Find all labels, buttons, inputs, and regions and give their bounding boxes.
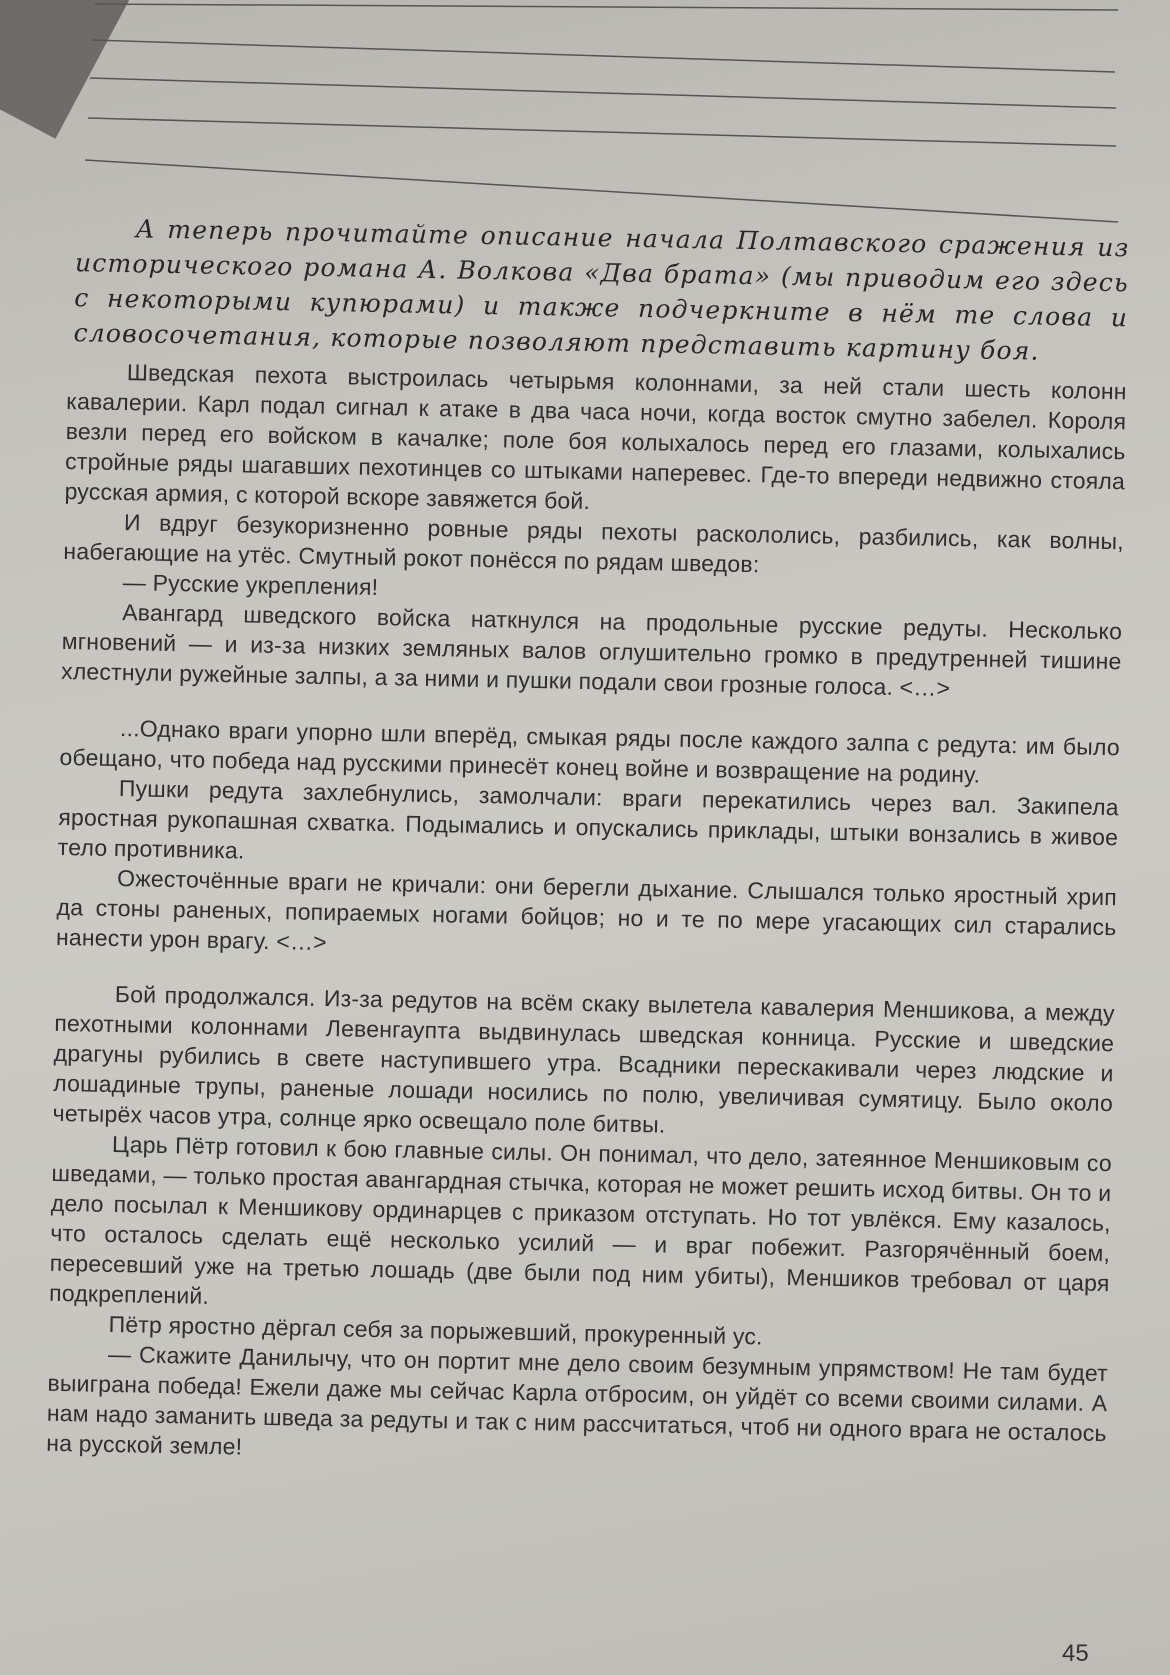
page-number: 45	[1062, 1640, 1089, 1667]
task-instruction: А теперь прочитайте описание начала Полтавского сражения из исторического романа А. Волкова «Два брата» (мы приводим его здесь с некоторыми купюрами) и также подчеркните в нём те слова и словосочетания, которые позволяют представить картину боя.	[73, 214, 1130, 366]
answer-lines	[0, 0, 1170, 240]
paragraph: Авангард шведского войска наткнулся на продольные русские редуты. Несколько мгновений — и из-за низких земляных валов оглушительно громко в предутренней тишине хлестнули ружейные залпы, а за ними и пушки подали свои грозные голоса. <…>	[60, 599, 1123, 701]
paragraph: Пётр яростно дёргал себя за порыжевший, прокуренный ус.	[108, 1310, 763, 1350]
answer-line	[95, 4, 1118, 10]
answer-line	[90, 78, 1116, 108]
answer-line	[92, 40, 1115, 72]
text-body	[46, 210, 1130, 1478]
paragraph: И вдруг безукоризненно ровные ряды пехоты раскололись, разбились, как волны, набегающие на утёс. Смутный рокот понёсся по рядам шведов:	[63, 509, 1125, 578]
paragraph: Ожесточённые враги не кричали: они берегли дыхание. Слышался только яростный хрип да стоны раненых, попираемых ногами бойцов; но и те по мере угасающих сил старались нанести урон врагу. <…>	[55, 865, 1118, 956]
paragraph: Пушки редута захлебнулись, замолчали: враги перекатились через вал. Закипела яростная рукопашная схватка. Подымались и опускались приклады, штыки вонзались в живое тело противника.	[57, 775, 1119, 864]
paragraph: Царь Пётр готовил к бою главные силы. Он понимал, что дело, затеянное Меншиковым со шведами, — только простая авангардная стычка, которая не может решить исход битвы. Он то и дело посылал к Меншикову ординарцев с приказом отступать. Но тот увлёкся. Ему казалось, что осталось сделать ещё несколько усилий — и враг побежит. Разгорячённый боем, пересевший уже на третью лошадь (две были под ним убиты), Меншиков требовал от царя подкреплений.	[48, 1130, 1113, 1309]
paragraph: Бой продолжался. Из-за редутов на всём скаку вылетела кавалерия Меншикова, а между пехотными колоннами Левенгаупта выдвинулась шведская конница. Русские и шведские драгуны рубились в свете наступившего утра. Всадники перескакивали через людские и лошадиные трупы, раненые лошади носились по полю, увеличивая сумятицу. Было около четырёх часов утра, солнце ярко освещало поле битвы.	[52, 981, 1116, 1138]
answer-line	[88, 118, 1116, 146]
paragraph: — Русские укрепления!	[122, 569, 379, 600]
paragraph: ...Однако враги упорно шли вперёд, смыкая ряды после каждого залпа с редута: им было обещано, что победа над русскими принесёт конец войне и возвращение на родину.	[59, 715, 1121, 788]
paragraph: — Скажите Данилычу, что он портит мне дело своим безумным упрямством! Не там будет выиграна победа! Ежели даже мы сейчас Карла отбросим, он уйдёт со всеми своими силами. А нам надо заманить шведа за редуты и так с ним рассчитаться, чтоб ни одного врага не осталось на русской земле!	[46, 1340, 1109, 1460]
paragraph: Шведская пехота выстроилась четырьмя колоннами, за ней стали шесть колонн кавалерии. Карл подал сигнал к атаке в два часа ночи, когда восток смутно забелел. Короля везли перед его войском в качалке; поле боя колыхалось перед его глазами, колыхались стройные ряды шагавших пехотинцев со штыками наперевес. Где-то впереди недвижно стояла русская армия, с которой вскоре завяжется бой.	[64, 359, 1127, 515]
